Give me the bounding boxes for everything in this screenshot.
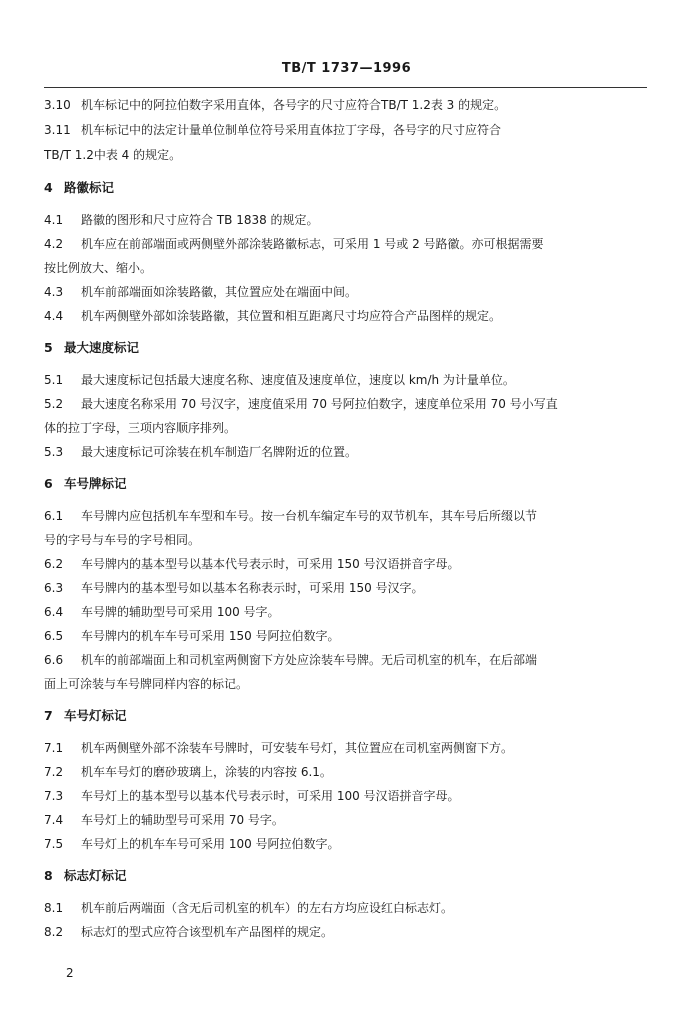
clause-text: 最大速度标记包括最大速度名称、速度值及速度单位，速度以 km/h 为计量单位。 bbox=[81, 373, 515, 387]
page-number: 2 bbox=[66, 966, 74, 980]
clause-number: 3.10 bbox=[44, 98, 71, 112]
section-heading bbox=[44, 708, 127, 724]
clause-text: 体的拉丁字母，三项内容顺序排列。 bbox=[44, 421, 237, 435]
clause-continuation bbox=[44, 532, 200, 548]
clause-number: 7.5 bbox=[44, 837, 64, 851]
clause-line bbox=[44, 372, 515, 388]
clause-text: 最大速度标记可涂装在机车制造厂名牌附近的位置。 bbox=[81, 445, 358, 459]
clause-text: 车号灯上的辅助型号可采用 70 号字。 bbox=[81, 813, 284, 827]
clause-text: 路徽的图形和尺寸应符合 TB 1838 的规定。 bbox=[81, 213, 319, 227]
clause-text: 机车两侧壁外部如涂装路徽，其位置和相互距离尺寸均应符合产品图样的规定。 bbox=[81, 309, 502, 323]
clause-line bbox=[44, 764, 332, 780]
clause-text: 机车标记中的阿拉伯数字采用直体，各号字的尺寸应符合TB/T 1.2表 3 的规定。 bbox=[81, 98, 507, 112]
clause-text: 机车的前部端面上和司机室两侧窗下方处应涂装车号牌。无后司机室的机车，在后部端 bbox=[81, 653, 538, 667]
section-heading bbox=[44, 340, 139, 356]
clause-text: 机车车号灯的磨砂玻璃上，涂装的内容按 6.1。 bbox=[81, 765, 332, 779]
clause-line bbox=[44, 628, 340, 644]
clause-text: 车号牌内的基本型号以基本代号表示时，可采用 150 号汉语拼音字母。 bbox=[81, 557, 460, 571]
clause-number: 4.4 bbox=[44, 309, 64, 323]
clause-number: 8.1 bbox=[44, 901, 64, 915]
clause-number: 4.2 bbox=[44, 237, 64, 251]
clause-number: 7.1 bbox=[44, 741, 64, 755]
clause-number: 4.1 bbox=[44, 213, 64, 227]
clause-text: 机车前后两端面（含无后司机室的机车）的左右方均应设红白标志灯。 bbox=[81, 901, 454, 915]
clause-line bbox=[44, 444, 357, 460]
clause-number: 6.5 bbox=[44, 629, 64, 643]
clause-text: 车号灯上的机车车号可采用 100 号阿拉伯数字。 bbox=[81, 837, 340, 851]
heading-text: 最大速度标记 bbox=[64, 340, 140, 355]
clause-text: 车号灯上的基本型号以基本代号表示时，可采用 100 号汉语拼音字母。 bbox=[81, 789, 460, 803]
clause-number: 4.3 bbox=[44, 285, 64, 299]
clause-text: 车号牌内的机车车号可采用 150 号阿拉伯数字。 bbox=[81, 629, 340, 643]
heading-text: 车号灯标记 bbox=[64, 708, 127, 723]
heading-text: 标志灯标记 bbox=[64, 868, 127, 883]
clause-line bbox=[44, 812, 284, 828]
clause-text: 号的字号与车号的字号相同。 bbox=[44, 533, 201, 547]
section-heading bbox=[44, 476, 127, 492]
clause-number: 6.2 bbox=[44, 557, 64, 571]
clause-line bbox=[44, 652, 537, 668]
clause-continuation bbox=[44, 260, 152, 276]
clause-number: 5.1 bbox=[44, 373, 64, 387]
clause-text: 最大速度名称采用 70 号汉字，速度值采用 70 号阿拉伯数字，速度单位采用 70 号小写直 bbox=[81, 397, 558, 411]
clause-number: 6.6 bbox=[44, 653, 64, 667]
header-rule bbox=[44, 87, 647, 88]
standard-code-header: TB/T 1737—1996 bbox=[281, 61, 412, 76]
clause-text: 机车前部端面如涂装路徽，其位置应处在端面中间。 bbox=[81, 285, 358, 299]
clause-line bbox=[44, 604, 280, 620]
clause-continuation bbox=[44, 147, 181, 163]
section-heading bbox=[44, 180, 114, 196]
clause-line bbox=[44, 396, 558, 412]
clause-line bbox=[44, 788, 460, 804]
clause-line bbox=[44, 508, 537, 524]
clause-line bbox=[44, 212, 319, 228]
clause-number: 4 bbox=[44, 180, 53, 195]
clause-text: 按比例放大、缩小。 bbox=[44, 261, 153, 275]
clause-text: TB/T 1.2中表 4 的规定。 bbox=[44, 148, 182, 162]
clause-line bbox=[44, 236, 544, 252]
clause-line bbox=[44, 122, 501, 138]
clause-number: 5 bbox=[44, 340, 53, 355]
clause-number: 6.3 bbox=[44, 581, 64, 595]
clause-text: 车号牌的辅助型号可采用 100 号字。 bbox=[81, 605, 280, 619]
clause-number: 3.11 bbox=[44, 123, 71, 137]
clause-number: 8.2 bbox=[44, 925, 64, 939]
clause-number: 6.1 bbox=[44, 509, 64, 523]
heading-text: 车号牌标记 bbox=[64, 476, 127, 491]
clause-continuation bbox=[44, 676, 248, 692]
section-heading bbox=[44, 868, 127, 884]
clause-line bbox=[44, 740, 513, 756]
clause-line bbox=[44, 97, 506, 113]
clause-line bbox=[44, 284, 357, 300]
clause-line bbox=[44, 580, 424, 596]
clause-text: 机车标记中的法定计量单位制单位符号采用直体拉丁字母，各号字的尺寸应符合 bbox=[81, 123, 502, 137]
clause-line bbox=[44, 900, 453, 916]
clause-number: 7 bbox=[44, 708, 53, 723]
clause-line bbox=[44, 836, 340, 852]
clause-text: 机车两侧壁外部不涂装车号牌时，可安装车号灯，其位置应在司机室两侧窗下方。 bbox=[81, 741, 514, 755]
clause-number: 7.4 bbox=[44, 813, 64, 827]
clause-text: 车号牌内应包括机车车型和车号。按一台机车编定车号的双节机车，其车号后所缀以节 bbox=[81, 509, 538, 523]
clause-text: 标志灯的型式应符合该型机车产品图样的规定。 bbox=[81, 925, 334, 939]
clause-number: 5.3 bbox=[44, 445, 64, 459]
clause-number: 5.2 bbox=[44, 397, 64, 411]
clause-line bbox=[44, 556, 460, 572]
heading-text: 路徽标记 bbox=[64, 180, 115, 195]
clause-number: 8 bbox=[44, 868, 53, 883]
clause-text: 机车应在前部端面或两侧壁外部涂装路徽标志，可采用 1 号或 2 号路徽。亦可根据需要 bbox=[81, 237, 544, 251]
clause-text: 车号牌内的基本型号如以基本名称表示时，可采用 150 号汉字。 bbox=[81, 581, 424, 595]
clause-number: 7.2 bbox=[44, 765, 64, 779]
clause-number: 7.3 bbox=[44, 789, 64, 803]
clause-number: 6 bbox=[44, 476, 53, 491]
clause-number: 6.4 bbox=[44, 605, 64, 619]
clause-continuation bbox=[44, 420, 236, 436]
clause-line bbox=[44, 308, 501, 324]
clause-line bbox=[44, 924, 333, 940]
clause-text: 面上可涂装与车号牌同样内容的标记。 bbox=[44, 677, 249, 691]
